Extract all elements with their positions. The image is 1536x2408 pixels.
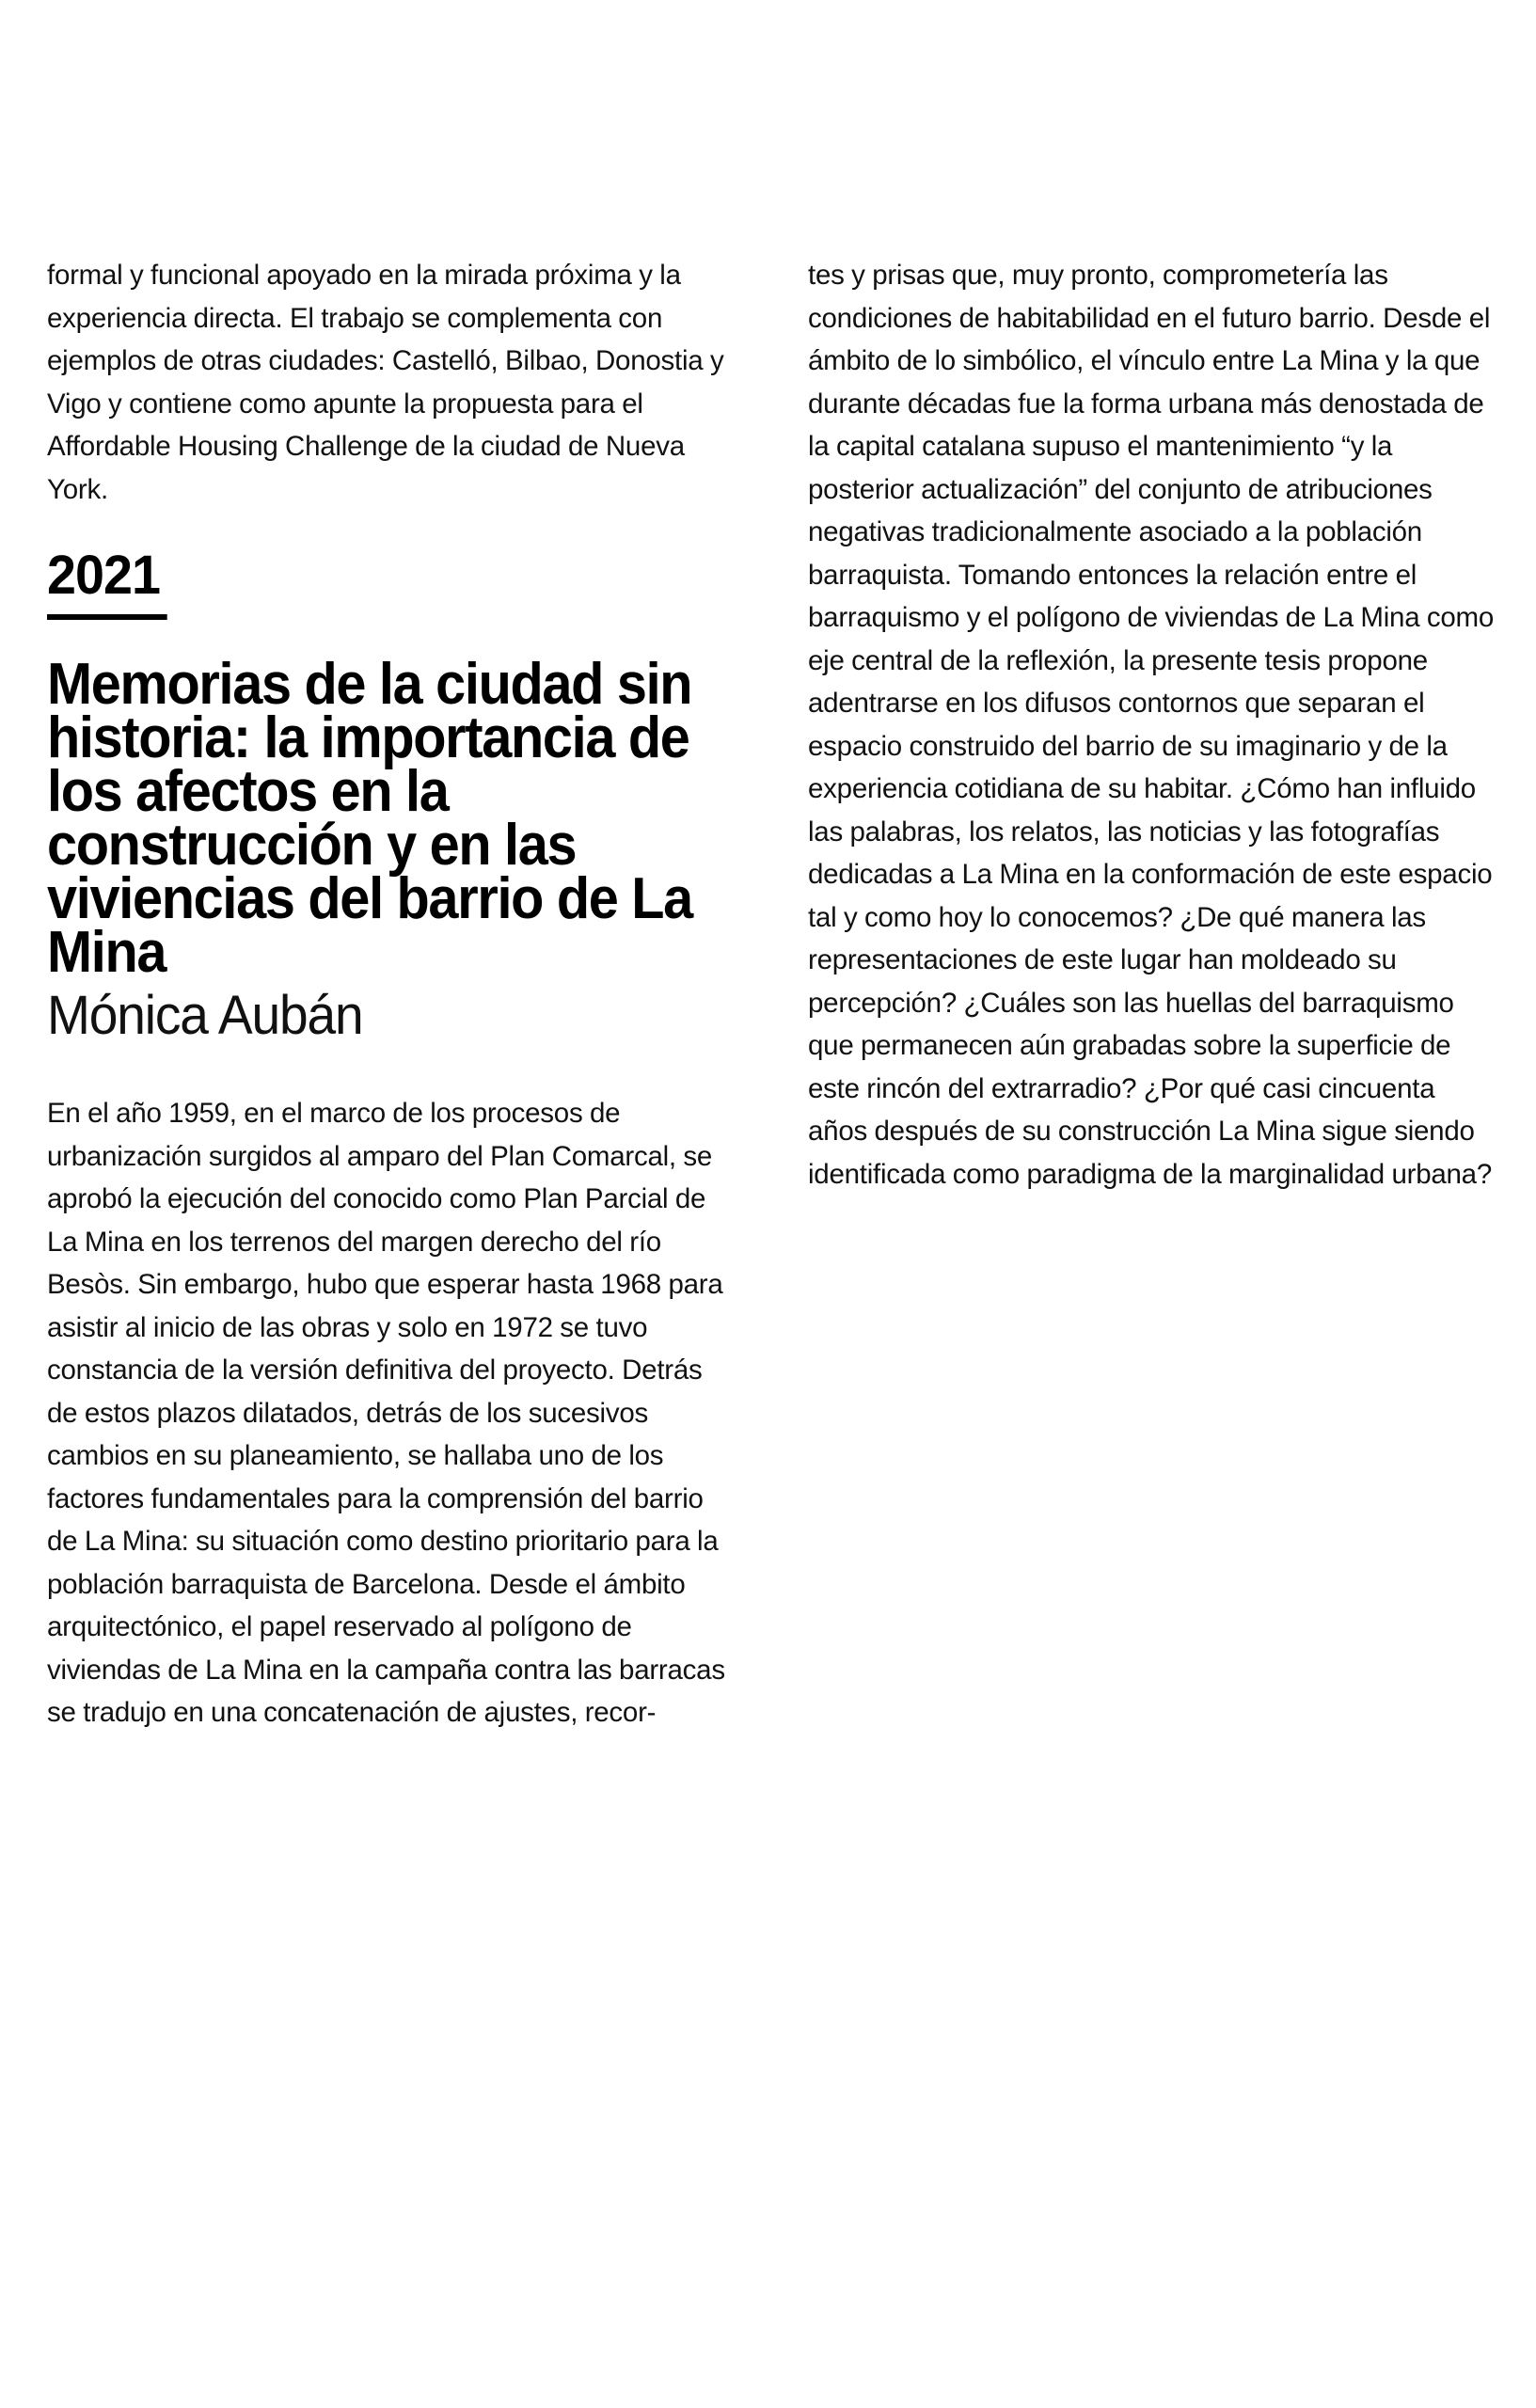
left-column [47, 254, 739, 1735]
year-heading: 2021 [47, 547, 167, 620]
page-title: Memorias de la ciudad sin historia: la importancia de los afectos en la construcción y en las viviencias del barrio de La Mina [47, 652, 692, 985]
year-heading-wrapper [47, 547, 739, 620]
two-column-layout [47, 254, 1500, 1735]
continuation-paragraph: formal y funcional apoyado en la mirada próxima y la experiencia directa. El trabajo se complementa con ejemplos de otras ciudades: Castelló, Bilbao, Donostia y Vigo y contiene como apunte la propuesta para el Affordable Housing Challenge de la ciudad de Nueva York. [47, 260, 724, 505]
author-name: Mónica Aubán [47, 985, 363, 1046]
abstract-paragraph-part-2: tes y prisas que, muy pronto, comprometería las condiciones de habitabilidad en el futuro barrio. Desde el ámbito de lo simbólico, el vínculo entre La Mina y la que durante décadas fue la forma urbana más denostada de la capital catalana supuso el mantenimiento “y la posterior actualización” del conjunto de atribuciones negativas tradicionalmente asociado a la población barraquista. Tomando entonces la relación entre el barraquismo y el polígono de viviendas de La Mina como eje central de la reflexión, la presente tesis propone adentrarse en los difusos contornos que separan el espacio construido del barrio de su imaginario y de la experiencia cotidiana de su habitar. ¿Cómo han influido las palabras, los relatos, las noticias y las fotografías dedicadas a La Mina en la conformación de este espacio tal y como hoy lo conocemos? ¿De qué manera las representaciones de este lugar han moldeado su percepción? ¿Cuáles son las huellas del barraquismo que permanecen aún grabadas sobre la superficie de este rincón del extrarradio? ¿Por qué casi cincuenta años después de su construcción La Mina sigue siendo identificada como paradigma de la marginalidad urbana? [808, 260, 1495, 1190]
right-column [808, 254, 1500, 1196]
abstract-paragraph-part-1: En el año 1959, en el marco de los procesos de urbanización surgidos al amparo del Plan Comarcal, se aprobó la ejecución del conocido como Plan Parcial de La Mina en los terrenos del margen derecho del río Besòs. Sin embargo, hubo que esperar hasta 1968 para asistir al inicio de las obras y solo en 1972 se tuvo constancia de la versión definitiva del proyecto. Detrás de estos plazos dilatados, detrás de los sucesivos cambios en su planeamiento, se hallaba uno de los factores fundamentales para la comprensión del barrio de La Mina: su situación como destino prioritario para la población barraquista de Barcelona. Desde el ámbito arquitectónico, el papel reservado al polígono de viviendas de La Mina en la campaña contra las barracas se tradujo en una concatenación de ajustes, recor- [47, 1098, 725, 1728]
